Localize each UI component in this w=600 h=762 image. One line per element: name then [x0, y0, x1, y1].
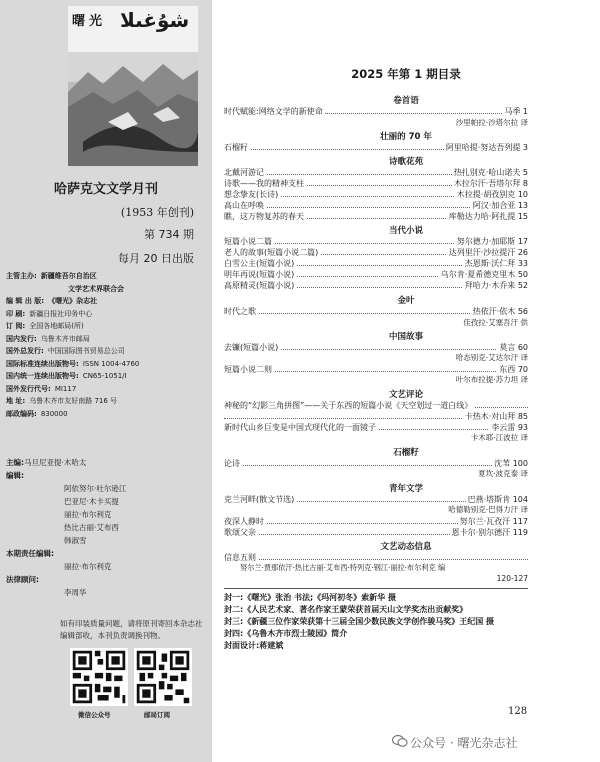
toc-section-title: 石榴籽: [393, 448, 419, 458]
translator-credit: 叶尔布拉提·苏力坦 译: [455, 375, 528, 384]
toc-entry[interactable]: [224, 458, 528, 469]
toc-entry[interactable]: [224, 269, 528, 280]
meta-row: [6, 408, 210, 421]
entry-author-page: [452, 167, 528, 178]
toc-section-title: 中国故事: [388, 332, 423, 342]
meta-key: 国内发行:: [6, 334, 37, 343]
meta-value: 《曙光》杂志社: [48, 297, 98, 305]
duty-editor-label: 本期责任编辑:: [6, 549, 54, 558]
entry-page: 26: [517, 248, 528, 257]
entry-author: 木拉提·胡孜别克: [456, 190, 516, 199]
entry-author: 达列里汗·沙拉提汗: [448, 248, 516, 257]
news-compilers: 努尔兰·贾那依汗·热比古丽·艾布西·特列克·钢江·丽拉·布尔利克 编: [240, 563, 446, 572]
entry-author-page: [497, 364, 528, 375]
toc-section-title: 青年文学: [388, 484, 423, 494]
leader-dots: [224, 559, 528, 560]
toc-entry[interactable]: [224, 189, 528, 200]
entry-author: 努尔兰·瓦孜汗: [459, 517, 511, 526]
entry-title: 时代之歌: [224, 307, 256, 316]
entry-page: 52: [517, 281, 528, 290]
divider: [224, 588, 528, 589]
meta-row: [6, 345, 210, 358]
magazine-name: 哈萨克文文学月刊: [53, 182, 158, 197]
entry-title: 论诗: [224, 459, 240, 468]
entry-title: 瞧，这万物复苏的春天: [224, 212, 304, 221]
entry-author-page: [471, 306, 528, 317]
entry-author-page: [489, 422, 528, 433]
founded-year: (1953 年创刊): [120, 206, 194, 219]
leader-dots: [224, 465, 528, 466]
toc-section-title: 当代小说: [388, 226, 423, 236]
entry-page: 100: [512, 459, 528, 468]
meta-value: 乌鲁木齐市邮局: [40, 334, 90, 343]
page-number: 128: [508, 706, 528, 717]
meta-row: [6, 395, 210, 408]
entry-author-page: [455, 236, 528, 247]
translator-credit: 沙里帕拉·沙塔尔拉 译: [455, 118, 528, 127]
chief-editor-label: 主编:: [6, 458, 24, 467]
meta-key: 邮政编码:: [6, 409, 37, 418]
toc-section-title: 卷首语: [393, 96, 419, 106]
entry-author-page: [502, 106, 528, 117]
entry-page: 85: [517, 412, 528, 421]
entry-page: 104: [512, 495, 528, 504]
toc-section-title: 诗歌花苑: [388, 157, 423, 167]
meta-value: ISSN 1004-4760: [82, 359, 140, 368]
toc-entry[interactable]: [224, 200, 528, 211]
left-column: [0, 0, 212, 762]
entry-author-page: [463, 258, 528, 269]
entry-author: 库勒达力哈·阿扎提: [448, 212, 516, 221]
entry-title: 新时代山乡巨变是中国式现代化的一面镜子: [224, 423, 376, 432]
entry-author: 巴燕·塔斯肯: [467, 495, 511, 504]
toc-entry[interactable]: [224, 178, 528, 189]
translator-credit: 哈德勒别克·巴得力汗 译: [448, 505, 528, 514]
cover-credit: 封一:《曙光》张治 书法;《玛河初冬》索新华 摄: [224, 593, 396, 602]
entry-title: 短篇小说二篇: [224, 237, 272, 246]
entry-author-page: [439, 269, 528, 280]
entry-page: 15: [517, 212, 528, 221]
meta-row: [6, 283, 210, 296]
meta-key: 国内统一连续出版物号:: [6, 372, 79, 380]
entry-page: 13: [517, 201, 528, 210]
toc-entry[interactable]: [224, 236, 528, 247]
entry-author-page: [444, 142, 528, 153]
meta-key: 订 阅:: [6, 322, 26, 330]
wechat-qr-label: 微信公众号: [78, 711, 111, 719]
entry-author: 莫言: [499, 343, 516, 352]
meta-row: [6, 358, 210, 371]
entry-author-page: [497, 342, 528, 353]
toc-title: 2025 年第 1 期目录: [351, 67, 461, 81]
meta-value: 新疆维吾尔自治区: [40, 272, 97, 280]
editors-label: 编辑:: [6, 471, 24, 480]
entry-title: 白雪公主(短篇小说): [224, 259, 295, 268]
entry-page: 50: [517, 270, 528, 279]
entry-author-page: [463, 280, 528, 291]
entry-author-page: [447, 211, 528, 222]
meta-key: 编 辑 出 版:: [6, 297, 45, 305]
entry-page: 117: [512, 517, 528, 526]
entry-author: 卡热木·对山拜: [464, 412, 516, 421]
editor-name: 韩淑雪: [64, 536, 87, 545]
cover-landscape-image: [68, 52, 198, 166]
chief-editor-row: [6, 456, 210, 469]
translator-credit: 卡木耶·江波拉 译: [470, 433, 528, 442]
meta-value: 乌鲁木齐市友好南路 716 号: [29, 397, 118, 405]
entry-author: 东西: [499, 365, 516, 374]
entry-author: 努尔德力·加耶斯: [456, 237, 516, 246]
entry-title: 短篇小说二则: [224, 365, 272, 374]
entry-author: 恩卡尔·别尔德汗: [451, 528, 511, 537]
meta-row: [6, 370, 210, 383]
entry-author-page: [471, 200, 528, 211]
entry-page: 5: [522, 168, 528, 177]
entry-author: 沈苇: [494, 459, 511, 468]
editor-name: 热比古丽·艾布西: [64, 523, 119, 532]
entry-title: 高山在呼唤: [224, 201, 264, 210]
entry-author-page: [463, 411, 528, 422]
toc-entry[interactable]: [224, 247, 528, 258]
entry-page: 33: [517, 259, 528, 268]
entry-title: 老人的故事(短篇小说二篇): [224, 248, 319, 257]
entry-page: 8: [522, 179, 528, 188]
post-subscription-qr-code: [134, 648, 192, 706]
entry-page: 70: [517, 365, 528, 374]
toc-entry[interactable]: [224, 342, 528, 353]
entry-author-page: [458, 516, 528, 527]
entry-title: 时代赋能:网络文学的新使命: [224, 107, 323, 116]
meta-row: [6, 383, 210, 396]
entry-page: 93: [517, 423, 528, 432]
entry-page: 119: [512, 528, 528, 537]
entry-title: 去镰(短篇小说): [224, 343, 279, 352]
translator-credit: 佳孜拉·艾塞吾汗 供: [463, 318, 528, 327]
toc-entry[interactable]: [224, 142, 528, 153]
meta-value: 文学艺术界联合会: [68, 284, 124, 293]
toc-entry[interactable]: [224, 527, 528, 538]
legal-advisor-name: 李周华: [64, 588, 87, 597]
cover-credit: 封四:《乌鲁木齐市烈士陵园》简介: [224, 629, 348, 638]
entry-author-page: [452, 178, 528, 189]
editor-name: 巴亚尼·木卡买提: [64, 497, 119, 506]
meta-row: [6, 270, 210, 283]
entry-page: 1: [522, 107, 528, 116]
issue-number: 第 734 期: [144, 228, 194, 241]
editorial-staff: [6, 456, 210, 599]
entry-title: 诗歌——我的精神支柱: [224, 179, 304, 188]
entry-title: 歌颂父亲: [224, 528, 256, 537]
entry-author: 李云雷: [491, 423, 516, 432]
toc-entry[interactable]: [224, 306, 528, 317]
toc-section-title: 金叶: [397, 296, 415, 306]
meta-value: 新疆日报社印务中心: [29, 309, 93, 318]
toc-entry[interactable]: [224, 211, 528, 222]
entry-page: 3: [522, 143, 528, 152]
entry-author-page: [450, 527, 528, 538]
cover-credit: 封二:《人民艺术家、著名作家王蒙荣获首届天山文学奖杰出贡献奖》: [224, 605, 468, 614]
toc-section-title: 文艺评论: [388, 390, 423, 400]
entry-author: 阿里哈提·努达吾列提: [445, 143, 521, 152]
publication-date: 每月 20 日出版: [118, 252, 194, 265]
wechat-icon: [392, 734, 408, 748]
meta-value: CN65-1051/I: [82, 372, 127, 380]
post-qr-label: 邮局订阅: [144, 711, 170, 719]
meta-key: 地 址:: [6, 397, 26, 405]
entry-author-page: [466, 494, 528, 505]
entry-author: 杰恩斯·沃仁拜: [464, 259, 516, 268]
chief-editor-name: 马旦尼亚提·木哈太: [24, 458, 87, 467]
legal-advisor-label: 法律顾问:: [6, 575, 39, 584]
cover-cn-title: 曙光: [72, 14, 107, 29]
cover-header: [68, 6, 198, 52]
meta-key: 国外总发行:: [6, 347, 44, 355]
entry-author-page: [455, 189, 528, 200]
entry-title: 明年再说(短篇小说): [224, 270, 295, 279]
toc-entry[interactable]: [224, 258, 528, 269]
meta-value: 中国国际图书贸易总公司: [47, 347, 125, 355]
meta-key: 主管主办:: [6, 272, 37, 280]
entry-title: 克兰河畔(散文节选): [224, 495, 295, 504]
editor-name: 丽拉·布尔利克: [64, 510, 112, 519]
quality-notice: 如有印装质量问题，请将原刊寄回本杂志社编辑部收，本刊负责调换刊物。: [60, 619, 203, 640]
duty-editor-name: 丽拉·布尔利克: [64, 562, 112, 571]
meta-key: 印 刷:: [6, 309, 26, 318]
toc-entry[interactable]: [224, 400, 528, 411]
entry-title: 信息五则: [224, 553, 256, 562]
entry-author: 热扎别克·哈山诺夫: [453, 168, 521, 177]
toc-entry[interactable]: [224, 280, 528, 291]
entry-page: 56: [517, 307, 528, 316]
editor-name: 阿依努尔·吐尔逊江: [64, 484, 127, 493]
entry-author: 阿汉·加合亚: [472, 201, 516, 210]
toc-entry[interactable]: [224, 516, 528, 527]
watermark-text: 公众号 · 曙光杂志社: [410, 736, 518, 750]
cover-credit: 封三:《新疆三位作家荣获第十三届全国少数民族文学创作骏马奖》王纪国 摄: [224, 617, 494, 626]
entry-author: 拜哈力·木乔来: [464, 281, 516, 290]
meta-row: [6, 333, 210, 346]
entry-page: 10: [517, 190, 528, 199]
news-pages: 120-127: [496, 574, 528, 583]
entry-title: 石榴籽: [224, 143, 248, 152]
toc-section-title: 文艺动态信息: [380, 542, 432, 552]
publication-metadata: [6, 270, 210, 420]
meta-row: [6, 320, 210, 333]
entry-author-page: [447, 247, 528, 258]
entry-author: 乌尔肯·夏希德克里木: [440, 270, 516, 279]
meta-key: 国外发行代号:: [6, 384, 51, 393]
entry-author: 马季: [504, 107, 521, 116]
toc-entry[interactable]: [224, 552, 528, 563]
entry-title: 北戴河游记: [224, 168, 264, 177]
entry-title: 高原精灵(短篇小说): [224, 281, 295, 290]
meta-value: 全国各地邮局(所): [29, 322, 84, 330]
cover-ug-title: شۇغىلا: [120, 8, 190, 32]
toc-entry[interactable]: [224, 494, 528, 505]
translator-credit: 夏坎·波克泰 译: [478, 469, 528, 478]
meta-row: [6, 308, 210, 321]
entry-author: 热依汗·依木: [472, 307, 516, 316]
entry-author: 木拉尔汗·吾塔尔拜: [453, 179, 521, 188]
entry-page: 60: [517, 343, 528, 352]
wechat-qr-code: [70, 648, 128, 706]
entry-author-page: [492, 458, 528, 469]
meta-value: MI117: [54, 384, 77, 393]
meta-value: 830000: [40, 409, 68, 418]
entry-title: 夜深人静时: [224, 517, 264, 526]
entry-title: 神秘的“幻影三角拼图”——关于东西的短篇小说《天空划过一道白线》: [224, 401, 473, 410]
entry-title: 想念挚友(长诗): [224, 190, 279, 199]
cover-design-credit: 封面设计:蒋建斌: [224, 641, 284, 650]
toc-entry-continuation: [224, 411, 528, 422]
toc-entry[interactable]: [224, 167, 528, 178]
meta-key: 国际标准连续出版物号:: [6, 359, 79, 368]
toc-entry[interactable]: [224, 364, 528, 375]
translator-credit: 哈态别克·艾达尔汗 译: [455, 353, 528, 362]
entry-page: 17: [517, 237, 528, 246]
toc-entry[interactable]: [224, 106, 528, 117]
magazine-cover: [68, 6, 198, 166]
toc-section-title: 壮丽的 70 年: [380, 132, 432, 142]
toc-entry[interactable]: [224, 422, 528, 433]
meta-row: [6, 295, 210, 308]
